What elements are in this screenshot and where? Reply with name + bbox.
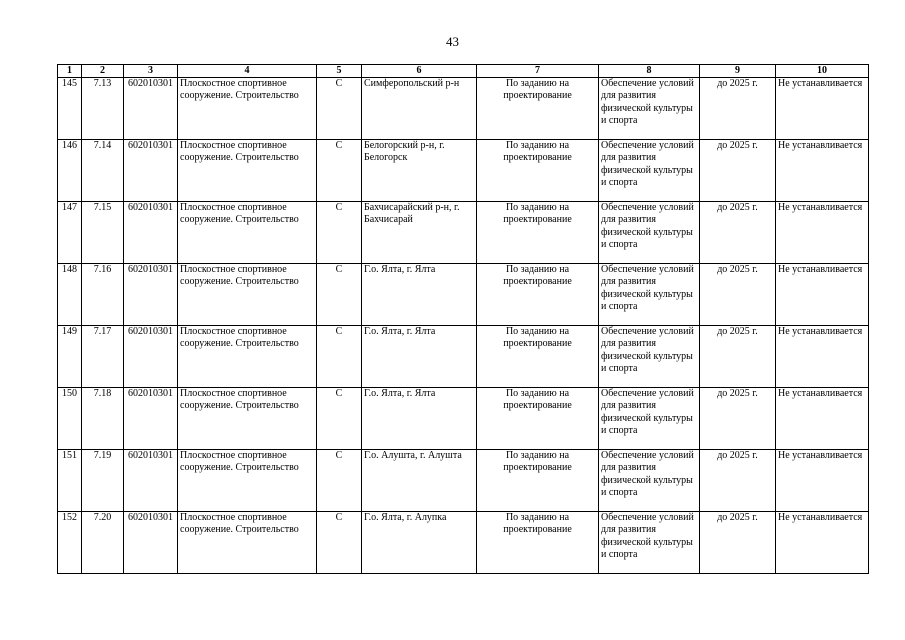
term-cell: до 2025 г. [700,78,776,140]
row-number-cell: 146 [58,140,82,202]
zone-cell: Не устанавливается [776,450,869,512]
object-type-cell: С [317,326,362,388]
item-number-cell: 7.20 [82,512,124,574]
column-header: 6 [362,65,477,78]
row-number-cell: 145 [58,78,82,140]
object-type-cell: С [317,140,362,202]
column-header: 4 [178,65,317,78]
capacity-cell: По заданию на проектирование [477,388,599,450]
object-type-cell: С [317,264,362,326]
capacity-cell: По заданию на проектирование [477,78,599,140]
zone-cell: Не устанавливается [776,202,869,264]
zone-cell: Не устанавливается [776,326,869,388]
object-type-cell: С [317,512,362,574]
column-header: 5 [317,65,362,78]
object-code-cell: 602010301 [124,326,178,388]
table-row [58,202,869,264]
row-number-cell: 148 [58,264,82,326]
item-number-cell: 7.18 [82,388,124,450]
column-header: 8 [599,65,700,78]
table-row [58,326,869,388]
column-header: 9 [700,65,776,78]
location-cell: Симферопольский р-н [362,78,477,140]
table-row [58,388,869,450]
column-header: 7 [477,65,599,78]
purpose-cell: Обеспечение условий для развития физической культуры и спорта [599,264,700,326]
capacity-cell: По заданию на проектирование [477,264,599,326]
capacity-cell: По заданию на проектирование [477,512,599,574]
row-number-cell: 150 [58,388,82,450]
purpose-cell: Обеспечение условий для развития физической культуры и спорта [599,450,700,512]
item-number-cell: 7.15 [82,202,124,264]
page-number: 43 [446,34,459,49]
object-type-cell: С [317,388,362,450]
term-cell: до 2025 г. [700,326,776,388]
object-code-cell: 602010301 [124,78,178,140]
location-cell: Г.о. Ялта, г. Ялта [362,326,477,388]
term-cell: до 2025 г. [700,202,776,264]
object-code-cell: 602010301 [124,202,178,264]
object-name-cell: Плоскостное спортивное сооружение. Строительство [178,512,317,574]
object-name-cell: Плоскостное спортивное сооружение. Строительство [178,450,317,512]
object-type-cell: С [317,78,362,140]
row-number-cell: 152 [58,512,82,574]
item-number-cell: 7.17 [82,326,124,388]
object-type-cell: С [317,450,362,512]
purpose-cell: Обеспечение условий для развития физической культуры и спорта [599,78,700,140]
zone-cell: Не устанавливается [776,512,869,574]
object-code-cell: 602010301 [124,388,178,450]
object-name-cell: Плоскостное спортивное сооружение. Строительство [178,326,317,388]
location-cell: Г.о. Алушта, г. Алушта [362,450,477,512]
row-number-cell: 151 [58,450,82,512]
row-number-cell: 149 [58,326,82,388]
capacity-cell: По заданию на проектирование [477,326,599,388]
item-number-cell: 7.16 [82,264,124,326]
purpose-cell: Обеспечение условий для развития физической культуры и спорта [599,388,700,450]
item-number-cell: 7.14 [82,140,124,202]
planning-table [57,64,869,574]
location-cell: Бахчисарайский р-н, г. Бахчисарай [362,202,477,264]
term-cell: до 2025 г. [700,450,776,512]
object-code-cell: 602010301 [124,264,178,326]
capacity-cell: По заданию на проектирование [477,450,599,512]
location-cell: Г.о. Ялта, г. Ялта [362,388,477,450]
row-number-cell: 147 [58,202,82,264]
purpose-cell: Обеспечение условий для развития физической культуры и спорта [599,512,700,574]
table-row [58,512,869,574]
term-cell: до 2025 г. [700,512,776,574]
header-row [58,65,869,78]
column-header: 1 [58,65,82,78]
object-type-cell: С [317,202,362,264]
location-cell: Белогорский р-н, г. Белогорск [362,140,477,202]
object-name-cell: Плоскостное спортивное сооружение. Строительство [178,264,317,326]
zone-cell: Не устанавливается [776,264,869,326]
purpose-cell: Обеспечение условий для развития физической культуры и спорта [599,140,700,202]
table-row [58,264,869,326]
zone-cell: Не устанавливается [776,140,869,202]
table-row [58,140,869,202]
table-row [58,450,869,512]
purpose-cell: Обеспечение условий для развития физической культуры и спорта [599,326,700,388]
item-number-cell: 7.13 [82,78,124,140]
object-name-cell: Плоскостное спортивное сооружение. Строительство [178,202,317,264]
object-code-cell: 602010301 [124,140,178,202]
term-cell: до 2025 г. [700,388,776,450]
item-number-cell: 7.19 [82,450,124,512]
term-cell: до 2025 г. [700,140,776,202]
object-name-cell: Плоскостное спортивное сооружение. Строительство [178,388,317,450]
object-name-cell: Плоскостное спортивное сооружение. Строительство [178,78,317,140]
column-header: 2 [82,65,124,78]
capacity-cell: По заданию на проектирование [477,202,599,264]
purpose-cell: Обеспечение условий для развития физической культуры и спорта [599,202,700,264]
column-header: 3 [124,65,178,78]
object-name-cell: Плоскостное спортивное сооружение. Строительство [178,140,317,202]
table-row [58,78,869,140]
location-cell: Г.о. Ялта, г. Ялта [362,264,477,326]
object-code-cell: 602010301 [124,450,178,512]
zone-cell: Не устанавливается [776,78,869,140]
capacity-cell: По заданию на проектирование [477,140,599,202]
table-body [58,78,869,574]
object-code-cell: 602010301 [124,512,178,574]
term-cell: до 2025 г. [700,264,776,326]
column-header: 10 [776,65,869,78]
zone-cell: Не устанавливается [776,388,869,450]
location-cell: Г.о. Ялта, г. Алупка [362,512,477,574]
